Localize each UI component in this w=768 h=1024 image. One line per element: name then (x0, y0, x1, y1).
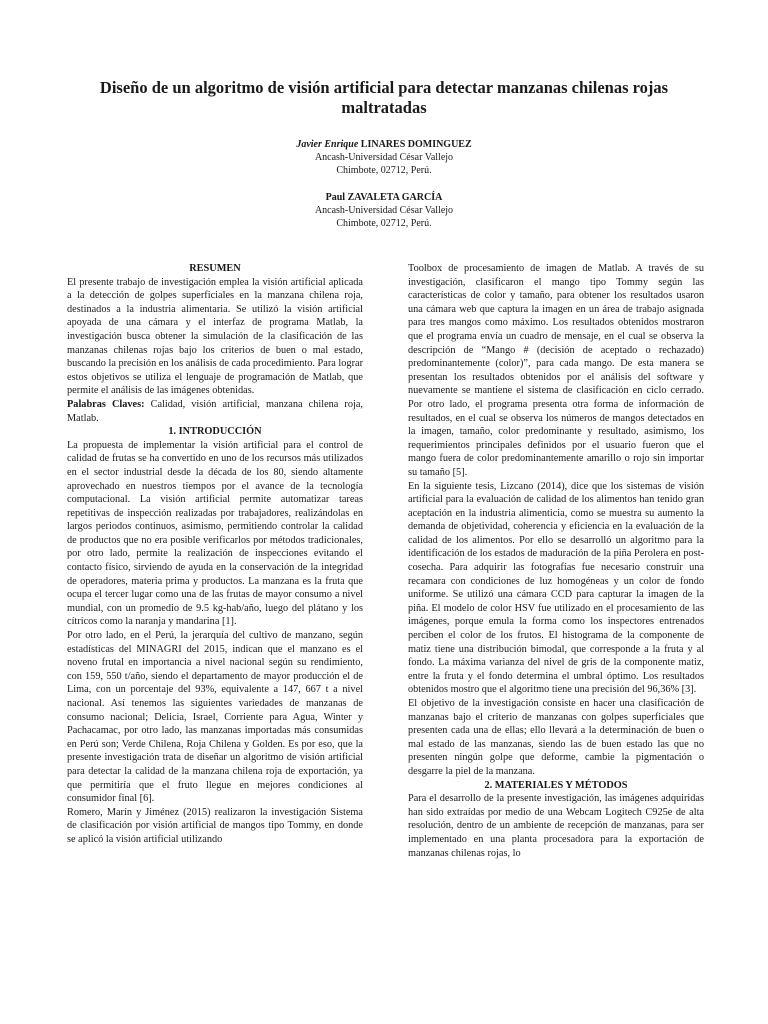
author-block-2 (0, 191, 768, 230)
right-paragraph-2: En la siguiente tesis, Lizcano (2014), dice que los sistemas de visión artificial para la evaluación de calidad de los alimentos han tenido gran aceptación en la industria alimenticia, como se muestra su aumento la demanda de objetividad, coherencia y eficiencia en la evaluación de la calidad de los alimentos. Por ello se desarrolló un algoritmo para la identificación de los estados de maduración de la piña Perolera en post-cosecha. Para adquirir las fotografías fue necesario construir una recamara con condiciones de luz homogéneas y un color de fondo uniforme. Se utilizó una cámara CCD para capturar la imagen de la piña. El modelo de color HSV fue utilizado en el procesamiento de las imágenes, porque emula la forma como los inspectores entrenados perciben el color de los frutos. El histograma de la componente de matiz tiene una distribución bimodal, que corresponde a la fruta y al fondo. La máxima varianza del nivel de gris de la componente matiz, entre la fruta y el fondo determina el umbral óptimo. Los resultados obtenidos mostro que el algoritmo tiene una precisión del 96,36% [3]. (408, 480, 704, 696)
author-first-names: Javier Enrique (296, 139, 359, 150)
author-affiliation: Ancash-Universidad César Vallejo (314, 205, 454, 216)
intro-paragraph-1: La propuesta de implementar la visión artificial para el control de calidad de frutas se ha convertido en uno de los recursos más utilizados en el sector industrial desde la década de los 80, siendo altamente aprovechado en nuestros tiempos por el avance de la tecnología computacional. La visión artificial permite automatizar tareas repetitivas de inspección realizadas por trabajadores, realizándolas en largos periodos continuos, asimismo, permitiendo controlar la calidad de productos que no era posible verificarlos por métodos tradicionales, por otro lado, permite la realización de inspecciones evitando el contacto físico, sirviendo de ayuda en la conservación de la integridad de operadores, materia prima y productos. La manzana es la fruta que ocupa el tercer lugar como una de las frutas de mayor consumo a nivel mundial, con un promedio de 9.5 kg-hab/año, luego del plátano y los cítricos como la naranja y mandarina [1]. (67, 439, 363, 628)
author-full-name: Paul ZAVALETA GARCÍA (325, 192, 443, 203)
author-block-1 (0, 138, 768, 177)
materials-heading: 2. MATERIALES Y MÉTODOS (484, 779, 628, 791)
materials-paragraph-1: Para el desarrollo de la presente investigación, las imágenes adquiridas han sido extraídas por medio de una Webcam Logitech C925e de alta resolución, dentro de un ambiente de recepción de manzanas, para ser implementado en una planta procesadora para la exportación de manzanas chilenas rojas, lo (408, 793, 704, 859)
intro-heading: 1. INTRODUCCIÓN (168, 426, 262, 438)
right-paragraph-3: El objetivo de la investigación consiste en hacer una clasificación de manzanas bajo el criterio de manzanas con golpes superficiales que presenten cada una de ellas; ello llevará a la determinación de buen o mal estado de las manzanas, siendo las de buen estado las que no presenten ningún golpe que deforme, cambie la pigmentación o desgarre la piel de la manzana. (408, 698, 704, 777)
author-address: Chimbote, 02712, Perú. (336, 218, 432, 229)
author-affiliation: Ancash-Universidad César Vallejo (314, 152, 454, 163)
right-column (408, 262, 704, 860)
right-paragraph-1: Toolbox de procesamiento de imagen de Matlab. A través de su investigación, clasificaron el mango tipo Tommy según las características de color y tamaño, para obtener los resultados usaron una cámara web que captura la imagen en un área de trabajo asignada para tres mangos como máximo. Los resultados obtenidos mostraron que el programa envía un cuadro de mensaje, en el cual se observa la descripción de “Mango # (decisión de aceptado o rechazado) predominantemente (color)”, para cada mango. De esta manera se presentan los resultados obtenidos por el análisis del software y nuevamente se mantiene el sistema de clasificación en ciclo cerrado. Por otro lado, el programa presenta otra forma de información de resultados, en el cual se observa los números de mangos detectados en la imagen, tamaño, color predominante y resultado, asimismo, los requerimientos principales definidos por el usuario fueron que el mango fuera de color predominantemente amarillo o rojo sin importar su tamaño [5]. (408, 263, 704, 478)
author-name (0, 191, 768, 204)
author-surnames: LINARES DOMINGUEZ (358, 139, 472, 150)
author-name (0, 138, 768, 151)
paper-title: Diseño de un algoritmo de visión artificial para detectar manzanas chilenas rojas maltratadas (99, 78, 669, 117)
keywords-text: Calidad, visión artificial, manzana chilena roja, Matlab. (67, 398, 363, 424)
resumen-heading: RESUMEN (189, 263, 241, 274)
intro-paragraph-2: Por otro lado, en el Perú, la jerarquía del cultivo de manzano, según estadísticas del MINAGRI del 2015, indican que el manzano es el noveno frutal en importancia a nivel nacional según su rendimiento, con 159, 550 t/año, siendo el departamento de mayor producción el de Lima, con un porcentaje del 93%, equivalente a 147, 667 t a nivel nacional. Así tenemos las siguientes variedades de manzanas de consumo nacional; Delicia, Israel, Corriente para Agua, Winter y Pachacamac, por otro lado, las manzanas importadas más consumidas en Perú son; Verde Chilena, Roja Chilena y Golden. Es por eso, que la presente investigación trata de diseñar un algoritmo de visión artificial para detectar la calidad de la manzana chilena roja de exportación, ya que permitiría que el fruto llegue en mejores condiciones al consumidor final [6]. (67, 630, 363, 805)
intro-paragraph-3: Romero, Marín y Jiménez (2015) realizaron la investigación Sistema de clasificación por visión artificial de mangos tipo Tommy, en donde se aplicó la visión artificial utilizando (67, 806, 363, 845)
resumen-text: El presente trabajo de investigación emplea la visión artificial aplicada a la detección de golpes superficiales en la manzana chilena roja, destinados a la industria alimentaria. Se utilizó la visión artificial apoyada de una cámara y el interfaz de programa Matlab, la investigación busca obtener la simulación de la clasificación de las manzanas chilenas rojas bajo los criterios de buen o mal estado, buscando la precisión en los análisis de cada procedimiento. Para lograr estos objetivos se utiliza el lenguaje de programación de Matlab, que permite el análisis de las imágenes obtenidas. (67, 276, 363, 397)
left-column (67, 262, 363, 847)
author-address: Chimbote, 02712, Perú. (336, 165, 432, 176)
keywords-label: Palabras Claves: (67, 398, 145, 410)
keywords (67, 398, 363, 425)
